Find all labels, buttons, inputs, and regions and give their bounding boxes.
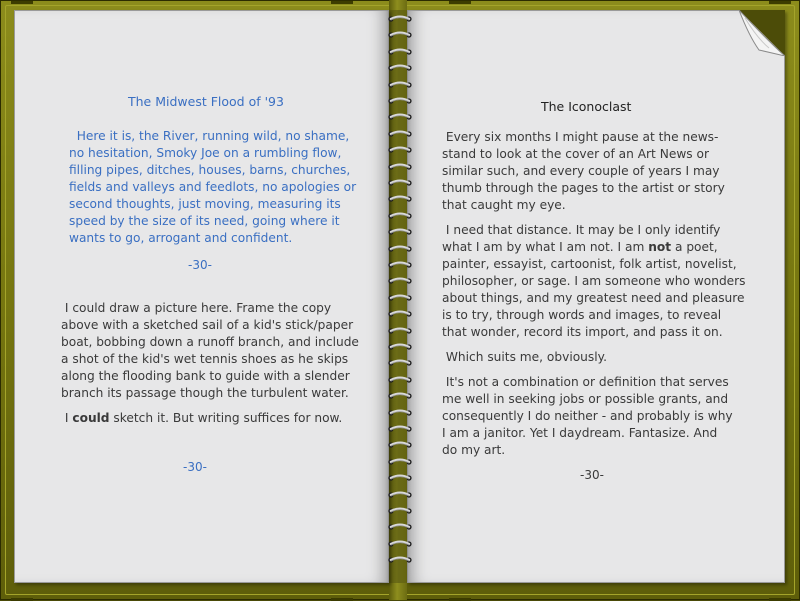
spiral-ring-icon bbox=[386, 358, 414, 368]
spiral-ring-icon bbox=[386, 162, 414, 172]
paragraph-line: do my art. bbox=[442, 443, 506, 457]
spiral-ring-icon bbox=[386, 408, 414, 418]
note-closing-line bbox=[61, 410, 342, 427]
paragraph-line: that wonder, record its import, and pass it on. bbox=[442, 325, 723, 339]
note-line: along the flooding bank to guide with a slender bbox=[61, 369, 350, 383]
spiral-ring-icon bbox=[386, 326, 414, 336]
paragraph-line: painter, essayist, cartoonist, folk artist, novelist, bbox=[442, 257, 737, 271]
poem-line: second thoughts, just moving, measuring its bbox=[69, 197, 341, 211]
spiral-ring-icon bbox=[386, 96, 414, 106]
paragraph-line: I am a janitor. Yet I daydream. Fantasize. And bbox=[442, 426, 718, 440]
spiral-ring-icon bbox=[386, 522, 414, 532]
poem-title: The Midwest Flood of '93 bbox=[128, 94, 284, 109]
note-line: branch its passage though the turbulent water. bbox=[61, 386, 349, 400]
paragraph-line: is to try, through words and images, to reveal bbox=[442, 308, 722, 322]
spiral-ring-icon bbox=[386, 391, 414, 401]
paragraph-line: philosopher, or sage. I am someone who wonders bbox=[442, 274, 746, 288]
note-line: a shot of the kid's wet tennis shoes as he skips bbox=[61, 352, 349, 366]
page-curl-icon[interactable] bbox=[739, 10, 785, 56]
spiral-ring-icon bbox=[386, 63, 414, 73]
spiral-ring-icon bbox=[386, 112, 414, 122]
cover-clasp bbox=[769, 1, 791, 4]
poem-line: wants to go, arrogant and confident. bbox=[69, 231, 293, 245]
poem-line: no hesitation, Smoky Joe on a rumbling flow, bbox=[69, 146, 342, 160]
poem-line: Here it is, the River, running wild, no shame, bbox=[69, 129, 350, 143]
spiral-ring-icon bbox=[386, 178, 414, 188]
spiral-ring-icon bbox=[386, 342, 414, 352]
spiral-ring-icon bbox=[386, 211, 414, 221]
spiral-ring-icon bbox=[386, 309, 414, 319]
left-page bbox=[14, 10, 389, 583]
spiral-ring-icon bbox=[386, 555, 414, 565]
line-text: a poet, bbox=[671, 240, 718, 254]
paragraph-line: I need that distance. It may be I only identify bbox=[442, 223, 721, 237]
note-signature: -30- bbox=[183, 460, 207, 474]
paragraph-line: thumb through the pages to the artist or story bbox=[442, 181, 725, 195]
poem-signature: -30- bbox=[188, 258, 212, 272]
paragraph-line: It's not a combination or definition that serves bbox=[442, 375, 729, 389]
paragraph-line: about things, and my greatest need and pleasure bbox=[442, 291, 745, 305]
spiral-ring-icon bbox=[386, 457, 414, 467]
spiral-ring-icon bbox=[386, 260, 414, 270]
spiral-ring-icon bbox=[386, 424, 414, 434]
poem-line: speed by the size of its need, going where it bbox=[69, 214, 340, 228]
spiral-ring-icon bbox=[386, 129, 414, 139]
spiral-ring-icon bbox=[386, 30, 414, 40]
spiral-ring-icon bbox=[386, 473, 414, 483]
note-line: boat, bobbing down a runoff branch, and include bbox=[61, 335, 359, 349]
paragraph-line: consequently I do neither - and probably is why bbox=[442, 409, 733, 423]
spiral-ring-icon bbox=[386, 276, 414, 286]
poem-line: fields and valleys and feedlots, no apologies or bbox=[69, 180, 357, 194]
spiral-ring-icon bbox=[386, 145, 414, 155]
page-title: The Iconoclast bbox=[541, 99, 632, 114]
paragraph-line: Every six months I might pause at the news- bbox=[442, 130, 719, 144]
spiral-ring-icon bbox=[386, 14, 414, 24]
poem-line: filling pipes, ditches, houses, barns, churches, bbox=[69, 163, 351, 177]
spiral-ring-icon bbox=[386, 194, 414, 204]
spiral-binding bbox=[386, 14, 414, 574]
spiral-ring-icon bbox=[386, 227, 414, 237]
paragraph-line: that caught my eye. bbox=[442, 198, 566, 212]
spiral-ring-icon bbox=[386, 293, 414, 303]
spiral-ring-icon bbox=[386, 47, 414, 57]
note-line: above with a sketched sail of a kid's stick/paper bbox=[61, 318, 354, 332]
paragraph-line: similar such, and every couple of years I may bbox=[442, 164, 720, 178]
line-text: what I am by what I am not. I am bbox=[442, 240, 649, 254]
spiral-ring-icon bbox=[386, 244, 414, 254]
cover-clasp bbox=[11, 1, 33, 4]
paragraph-line: me well in seeking jobs or possible grants, and bbox=[442, 392, 729, 406]
paragraph-line: stand to look at the cover of an Art News or bbox=[442, 147, 709, 161]
spiral-ring-icon bbox=[386, 539, 414, 549]
spiral-ring-icon bbox=[386, 490, 414, 500]
paragraph-3: Which suits me, obviously. bbox=[442, 350, 607, 364]
spiral-ring-icon bbox=[386, 506, 414, 516]
right-page bbox=[407, 10, 785, 583]
cover-clasp bbox=[449, 1, 471, 4]
cover-clasp bbox=[331, 1, 353, 4]
closing-text: sketch it. But writing suffices for now. bbox=[109, 411, 343, 425]
spiral-ring-icon bbox=[386, 80, 414, 90]
page-signature: -30- bbox=[580, 468, 604, 482]
spiral-ring-icon bbox=[386, 375, 414, 385]
closing-emphasis: could bbox=[72, 411, 110, 425]
closing-text: I bbox=[61, 411, 73, 425]
line-emphasis: not bbox=[648, 240, 672, 254]
note-line: I could draw a picture here. Frame the copy bbox=[61, 301, 332, 315]
spiral-ring-icon bbox=[386, 440, 414, 450]
paragraph-line bbox=[442, 239, 718, 256]
